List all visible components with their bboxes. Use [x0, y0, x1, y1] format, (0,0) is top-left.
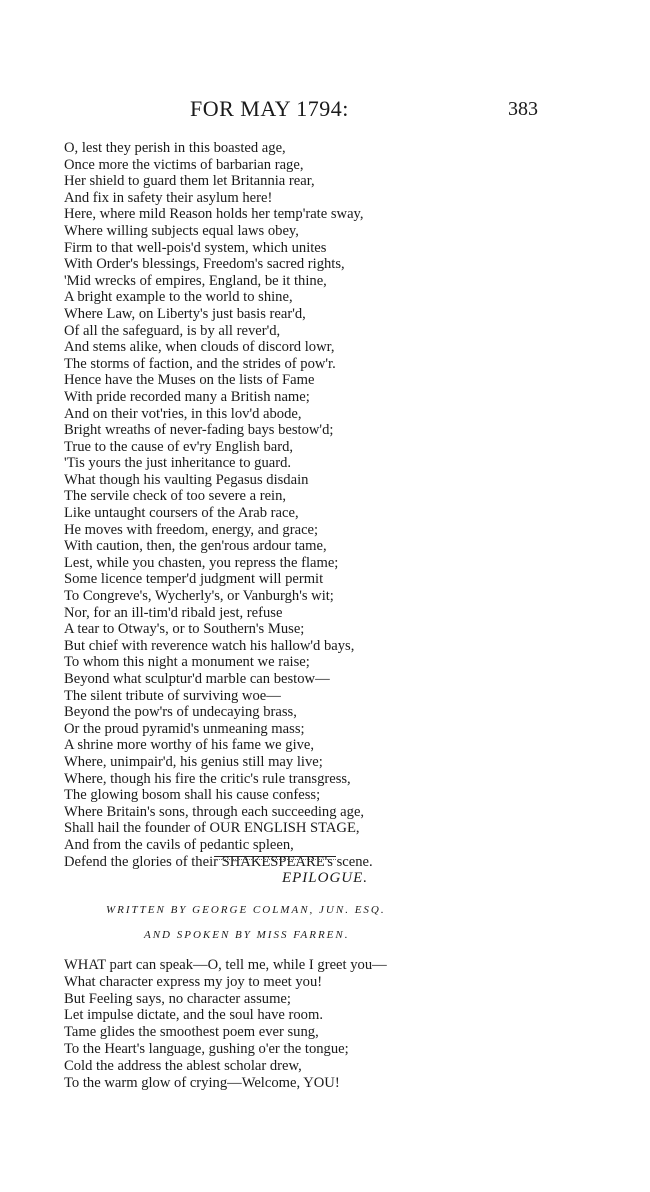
verse-line: Of all the safeguard, is by all rever'd, [64, 322, 281, 339]
verse-line: A tear to Otway's, or to Southern's Muse; [64, 621, 305, 638]
verse-line: But chief with reverence watch his hallow'd bays, [64, 637, 355, 654]
epilogue-title: EPILOGUE. [281, 870, 369, 886]
verse-line: Where Law, on Liberty's just basis rear'd, [64, 305, 306, 322]
verse-line: Defend the glories of their SHAKESPEARE's scene. [64, 853, 373, 870]
verse-line: To Congreve's, Wycherly's, or Vanburgh's wit; [64, 588, 334, 605]
verse-line: Where Britain's sons, through each succeeding age, [64, 803, 365, 820]
verse-line: Where, though his fire the critic's rule transgress, [64, 770, 351, 787]
verse-line: What though his vaulting Pegasus disdain [64, 471, 309, 488]
verse-line: WHAT part can speak—O, tell me, while I greet you— [64, 957, 387, 973]
verse-line: With pride recorded many a British name; [64, 388, 310, 405]
verse-line: The servile check of too severe a rein, [64, 488, 287, 505]
epilogue-credit-author: WRITTEN BY GEORGE COLMAN, JUN. ESQ. [106, 904, 386, 916]
verse-line: Shall hail the founder of OUR ENGLISH STAGE, [64, 820, 360, 837]
verse-line: To the warm glow of crying—Welcome, YOU! [64, 1074, 340, 1091]
section-divider [214, 856, 336, 857]
verse-line: With Order's blessings, Freedom's sacred rights, [64, 256, 345, 273]
verse-line: Once more the victims of barbarian rage, [64, 156, 304, 173]
verse-line: Nor, for an ill-tim'd ribald jest, refuse [64, 604, 283, 621]
verse-line: What character express my joy to meet you! [64, 973, 323, 990]
verse-line: Here, where mild Reason holds her temp'rate sway, [64, 206, 364, 223]
verse-line: Cold the address the ablest scholar drew, [64, 1057, 302, 1074]
verse-line: But Feeling says, no character assume; [64, 990, 291, 1007]
verse-line: To whom this night a monument we raise; [64, 654, 310, 671]
epilogue-credit-speaker: AND SPOKEN BY MISS FARREN. [144, 929, 350, 941]
verse-line: Firm to that well-pois'd system, which unites [64, 239, 327, 256]
page-number: 383 [508, 98, 538, 120]
verse-line: And stems alike, when clouds of discord lowr, [64, 339, 335, 356]
verse-line: The silent tribute of surviving woe— [64, 687, 281, 704]
verse-line: Or the proud pyramid's unmeaning mass; [64, 720, 305, 737]
verse-line: 'Mid wrecks of empires, England, be it thine, [64, 272, 327, 289]
page-header [0, 96, 650, 126]
verse-line: A bright example to the world to shine, [64, 289, 293, 306]
verse-line: And from the cavils of pedantic spleen, [64, 836, 294, 853]
verse-line: And fix in safety their asylum here! [64, 189, 273, 206]
verse-line: Lest, while you chasten, you repress the flame; [64, 554, 339, 571]
verse-line: To the Heart's language, gushing o'er the tongue; [64, 1040, 349, 1057]
verse-line: Bright wreaths of never-fading bays bestow'd; [64, 422, 334, 439]
verse-line: And on their vot'ries, in this lov'd abode, [64, 405, 302, 422]
verse-line: Where willing subjects equal laws obey, [64, 222, 299, 239]
epilogue-poem [64, 957, 624, 1091]
verse-line: The glowing bosom shall his cause confess; [64, 787, 321, 804]
verse-line: Like untaught coursers of the Arab race, [64, 505, 299, 522]
verse-line: A shrine more worthy of his fame we give, [64, 737, 315, 754]
verse-line: Her shield to guard them let Britannia rear, [64, 173, 315, 190]
verse-line: 'Tis yours the just inheritance to guard. [64, 455, 292, 472]
verse-line: Where, unimpair'd, his genius still may live; [64, 753, 323, 770]
verse-line: O, lest they perish in this boasted age, [64, 140, 286, 156]
verse-line: Beyond the pow'rs of undecaying brass, [64, 704, 297, 721]
verse-line: The storms of faction, and the strides of pow'r. [64, 355, 336, 372]
verse-line: With caution, then, the gen'rous ardour tame, [64, 538, 327, 555]
verse-line: Some licence temper'd judgment will permit [64, 571, 324, 588]
verse-line: Let impulse dictate, and the soul have room. [64, 1007, 323, 1024]
running-head: FOR MAY 1794: [190, 96, 349, 121]
verse-line: He moves with freedom, energy, and grace; [64, 521, 319, 538]
verse-line: Hence have the Muses on the lists of Fame [64, 372, 315, 389]
verse-line: Tame glides the smoothest poem ever sung, [64, 1024, 319, 1041]
prologue-poem [64, 140, 604, 870]
verse-line: Beyond what sculptur'd marble can bestow— [64, 671, 330, 687]
verse-line: True to the cause of ev'ry English bard, [64, 438, 294, 455]
